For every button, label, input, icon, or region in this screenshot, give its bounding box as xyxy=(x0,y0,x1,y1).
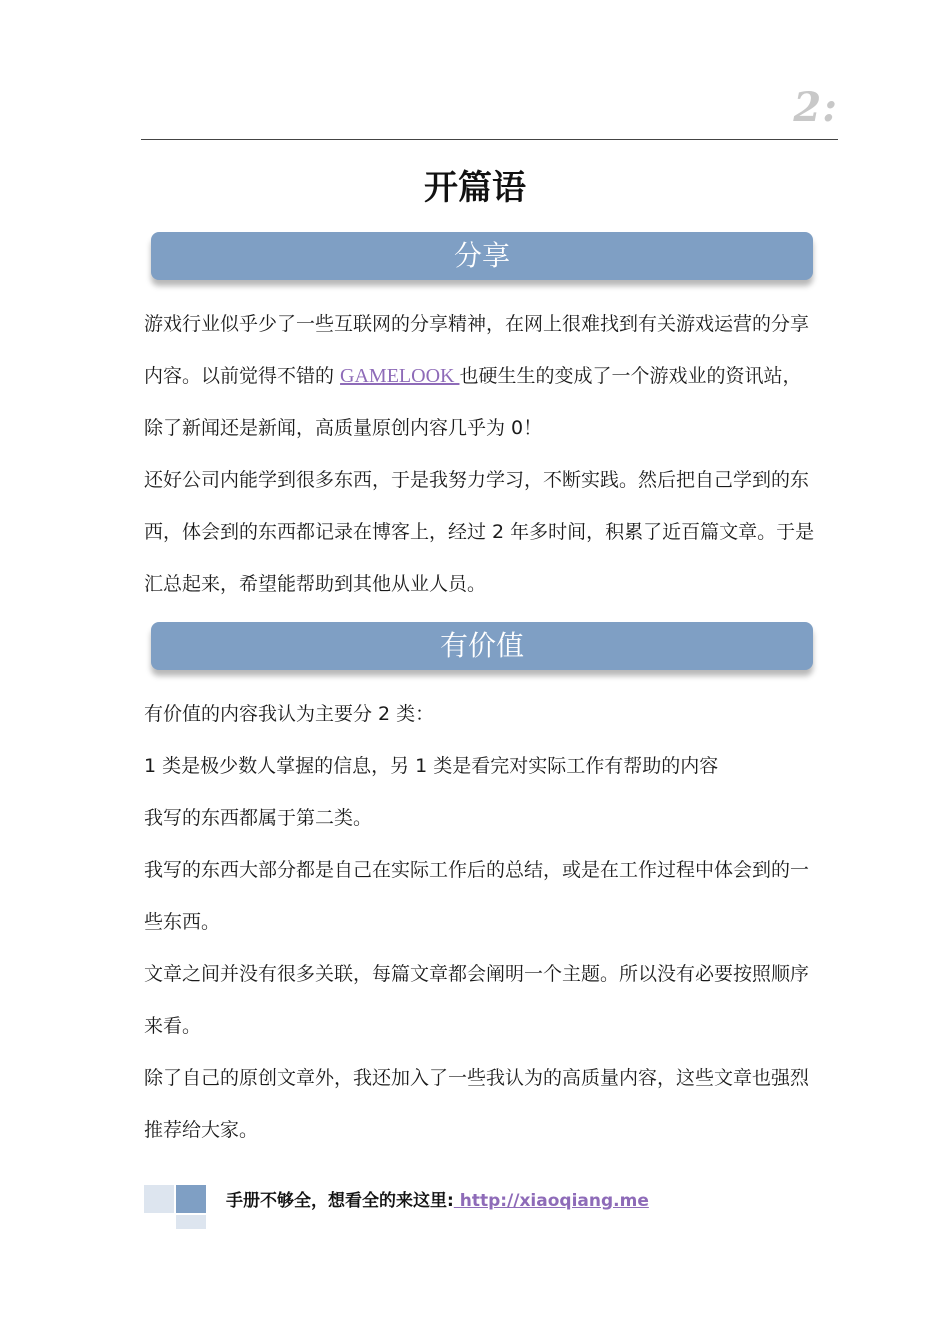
paragraph-line: 除了自己的原创文章外，我还加入了一些我认为的高质量内容，这些文章也强烈 xyxy=(144,1067,810,1089)
footer-decoration xyxy=(144,1185,206,1229)
page-title: 开篇语 xyxy=(424,168,526,208)
paragraph-line: 些东西。 xyxy=(144,911,221,933)
gamelook-link[interactable]: GAMELOOK xyxy=(340,365,460,387)
paragraph-line: 我写的东西大部分都是自己在实际工作后的总结，或是在工作过程中体会到的一 xyxy=(144,859,810,881)
paragraph-line: 还好公司内能学到很多东西，于是我努力学习，不断实践。然后把自己学到的东 xyxy=(144,469,810,491)
paragraph-line: 来看。 xyxy=(144,1015,202,1037)
footer-square xyxy=(176,1215,206,1229)
paragraph-line: 文章之间并没有很多关联，每篇文章都会阐明一个主题。所以没有必要按照顺序 xyxy=(144,963,810,985)
paragraph-line: 西，体会到的东西都记录在博客上，经过 2 年多时间，积累了近百篇文章。于是 xyxy=(144,521,815,543)
footer-note: 手册不够全，想看全的来这里: http://xiaoqiang.me xyxy=(226,1191,649,1211)
paragraph-line: 推荐给大家。 xyxy=(144,1119,259,1141)
paragraph-line: 有价值的内容我认为主要分 2 类： xyxy=(144,703,435,725)
paragraph-line: 游戏行业似乎少了一些互联网的分享精神，在网上很难找到有关游戏运营的分享 xyxy=(144,313,810,335)
paragraph-line: 我写的东西都属于第二类。 xyxy=(144,807,373,829)
paragraph-line: 汇总起来，希望能帮助到其他从业人员。 xyxy=(144,573,487,595)
header-rule xyxy=(141,139,838,140)
footer-square xyxy=(176,1185,206,1213)
section-banner-share: 分享 xyxy=(151,232,813,280)
section-banner-value: 有价值 xyxy=(151,622,813,670)
page-number: 2: xyxy=(793,84,838,131)
paragraph-line: 1 类是极少数人掌握的信息，另 1 类是看完对实际工作有帮助的内容 xyxy=(144,755,719,777)
footer-site-link[interactable]: http://xiaoqiang.me xyxy=(453,1191,649,1211)
section-share-body xyxy=(144,298,814,610)
section-value-body xyxy=(144,688,814,1156)
footer-square xyxy=(144,1185,174,1213)
paragraph-line: 内容。以前觉得不错的 GAMELOOK 也硬生生的变成了一个游戏业的资讯站， xyxy=(144,365,802,387)
paragraph-line: 除了新闻还是新闻，高质量原创内容几乎为 0！ xyxy=(144,417,543,439)
